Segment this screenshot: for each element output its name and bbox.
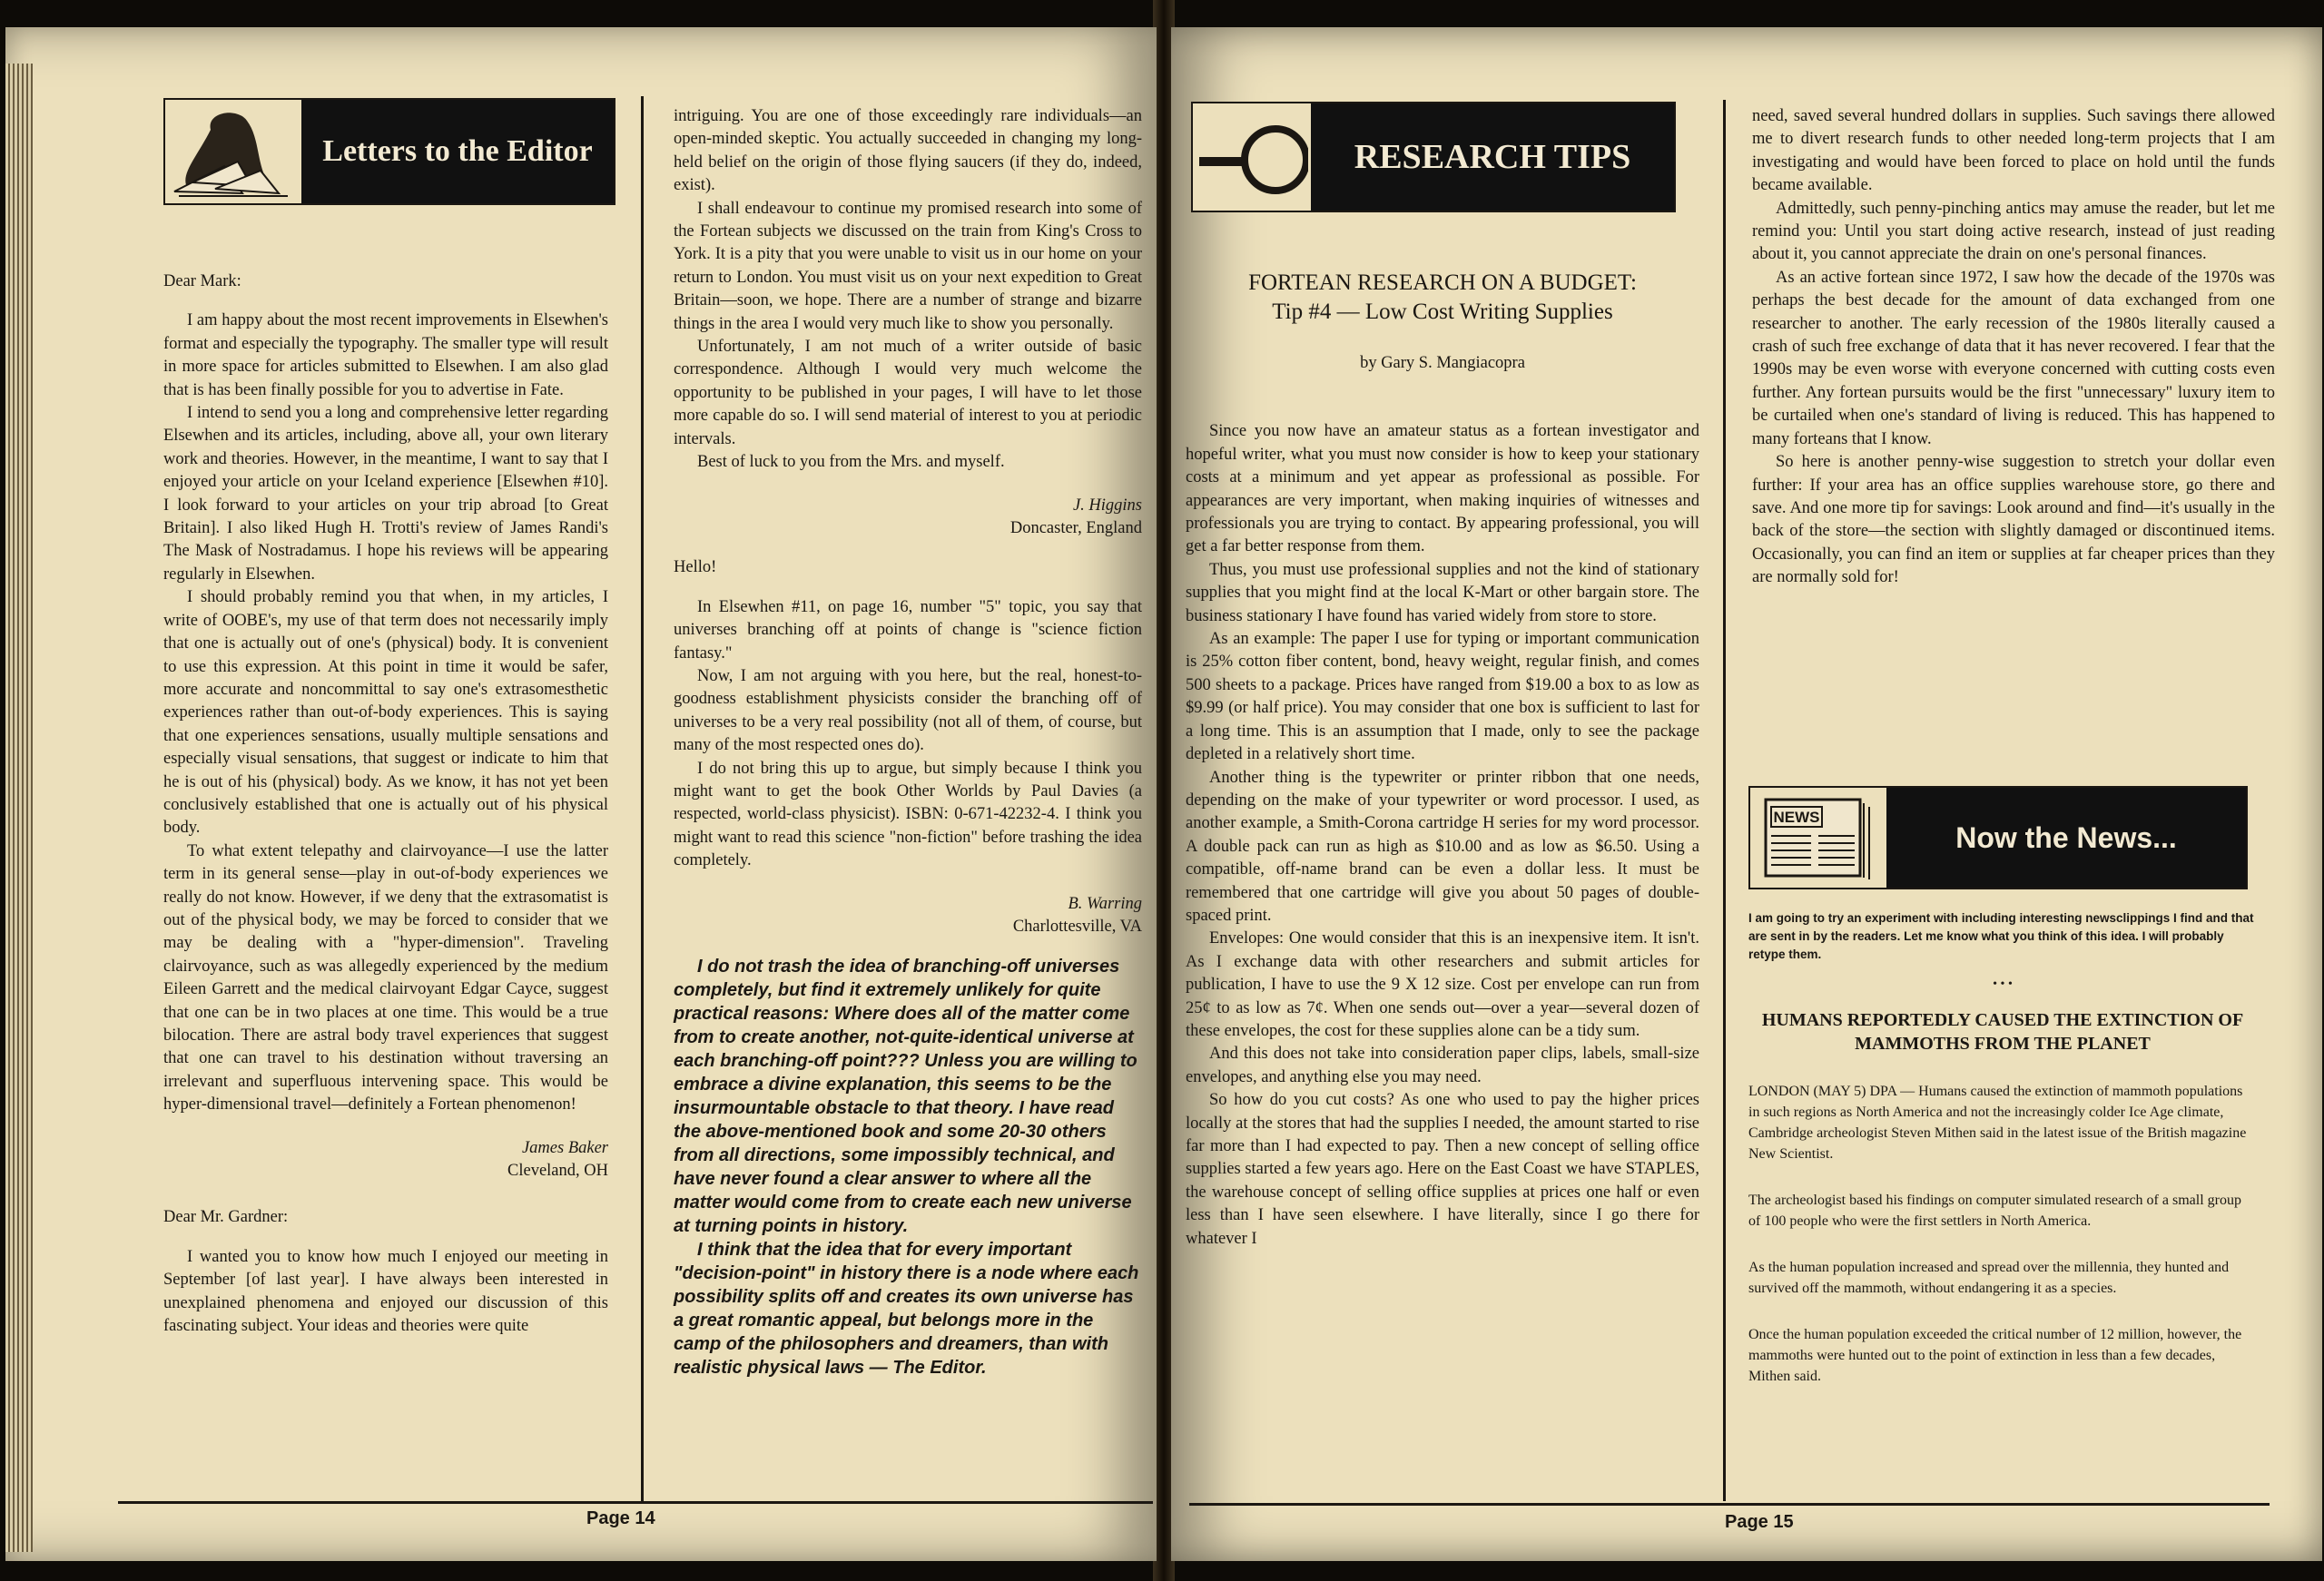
letter1-paragraph: I intend to send you a long and comprehensive letter regarding Elsewhen and its articles, including, above all, your own literary work and theories. However, in the meantime, I want to say that I enjoyed your article on your Iceland experience [Elsewhen #10]. I look forward to your articles on your trip abroad [to Great Britain]. I also liked Hugh H. Trotti's review of James Randi's The Mask of Nostradamus. I hope his reviews will be appearing regularly in Elsewhen. [163, 404, 608, 584]
article-paragraph: Envelopes: One would consider that this is an inexpensive item. It isn't. As I exchange data with other researchers and submit articles for publication, I have to use the 9 X 12 size. Cost per envelope can run from 25¢ to as low as 7¢. When one sends out—over a year—several dozen of these envelopes, the cost for these supplies alone can be a tidy sum. [1186, 929, 1699, 1040]
article-paragraph: And this does not take into consideration paper clips, labels, small-size envelopes, and anything else you may need. [1186, 1045, 1699, 1086]
news-intro: I am going to try an experiment with including interesting newsclippings I find and that are sent in by the readers. Let me know what you think of this idea. I will probably retype them. [1748, 911, 2254, 961]
letter3-salutation: Hello! [674, 558, 717, 577]
letter3-sig-place: Charlottesville, VA [1012, 918, 1142, 936]
letters-column-2 [674, 105, 1142, 1380]
article-column-1 [1186, 269, 1699, 1251]
news-paragraph: LONDON (MAY 5) DPA — Humans caused the extinction of mammoth populations in such regions as North America and not the increasingly colder Ice Age climate, Cambridge archeologist Steven Mithen said in the latest issue of the British magazine New Scientist. [1748, 1084, 2247, 1163]
article-paragraph-cont: need, saved several hundred dollars in supplies. Such savings there allowed me to divert research funds to other needed long-term projects that I am investigating and would have been forced to place on hold until the funds became available. [1752, 107, 2275, 195]
article-byline: by Gary S. Mangiacopra [1360, 354, 1525, 372]
letters-header [163, 98, 615, 205]
letter1-signature [163, 1137, 608, 1183]
news-paragraph: As the human population increased and spread over the millennia, they hunted and survived off the mammoth, without endangering it as a species. [1748, 1260, 2230, 1297]
article-title: FORTEAN RESEARCH ON A BUDGET: [1248, 270, 1637, 295]
editor-reply-paragraph: I think that the idea that for every important "decision-point" in history there is a node where each possibility splits off and creates its own universe has a great romantic appeal, but belongs more in the camp of the philosophers and dreamers, than with realistic physical laws — The Editor. [674, 1240, 1139, 1379]
news-logo-text: NEWS [1773, 809, 1820, 826]
letter2-paragraph: I shall endeavour to continue my promised research into some of the Fortean subjects we discussed on the train from King's Cross to York. It is a pity that you were unable to visit us in our home on your return to London. You must visit us on your next expedition to Great Britain—soon, we hope. There are a number of strange and bizarre things in the area I would very much like to show you personally. [674, 199, 1142, 333]
footer-rule [1189, 1503, 2270, 1506]
research-tips-title: RESEARCH TIPS [1311, 103, 1674, 211]
page-15 [1171, 27, 2322, 1561]
letter3-signature [674, 893, 1142, 939]
editor-reply [674, 955, 1142, 1380]
article-paragraph: Another thing is the typewriter or printer ribbon that one needs, depending on the make of your typewriter or word processor. I used, as another example, a Smith-Corona cartridge H series for my word processor. A double pack can run as high as $10.00 and as low as $6.50. Using a compatible, off-name brand can be even a dollar less. It must be remembered that one cartridge will give you about 50 pages of double-spaced print. [1186, 768, 1699, 925]
page-number: Page 14 [586, 1508, 655, 1528]
article-paragraph: As an active fortean since 1972, I saw how the decade of the 1970s was perhaps the best decade for the amount of data exchanged from one researcher to another. The early recession of the 1980s literally caused a crash of such free exchange of data that it has never recovered. I fear that the 1990s may be even worse with everyone concerned with cutting costs even further. Any fortean pursuits would be the first "unnecessary" luxury item to be curtailed when one's standard of living is reduced. This has happened to many forteans that I know. [1752, 268, 2275, 448]
article-column-2 [1752, 105, 2275, 590]
letter2-paragraph-cont: intriguing. You are one of those exceedingly rare individuals—an open-minded skeptic. You actually succeeded in changing my long-held belief on the origin of those flying saucers (if they do, indeed, exist). [674, 107, 1142, 195]
article-paragraph: So here is another penny-wise suggestion to stretch your dollar even further: If your area has an office supplies warehouse store, go there and save. And one more tip for savings: Look around and find—it's usually in the back of the store—the section with slightly damaged or discontinued items. Occasionally, you can find an item or supplies at far cheaper prices than they are normally sold for! [1752, 453, 2275, 587]
article-paragraph: Since you now have an amateur status as a fortean investigator and hopeful writer, what you must now consider is how to keep your stationary costs at a minimum and yet appear as professional as possible. For appearances are very important, when making inquiries of witnesses and professionals you are trying to contact. By appearing professional, you will get a far better response from them. [1186, 422, 1699, 556]
letter1-paragraph: To what extent telepathy and clairvoyance—I use the latter term in its general sense—play in out-of-body experiences we really do not know. However, if we deny that the extrasomatist is out of the physical body, we may be forced to consider that we may be dealing with a "hyper-dimension". Traveling clairvoyance, such as was allegedly experienced by the medium Eileen Garrett and the medical clairvoyant Edgar Cayce, suggest that one can be in two places at one time. This would be a true bilocation. There are astral body travel experiences that suggest that one can travel to his destination without traversing an irrelevant and superfluous intervening space. This would be hyper-dimensional travel—definitely a Fortean phenomenon! [163, 841, 608, 1115]
editor-reply-paragraph: I do not trash the idea of branching-off universes completely, but find it extremely unlikely for quite practical reasons: Where does all of the matter come from to create another, not-quite-identical universe at each branching-off point??? Unless you are willing to embrace a divine explanation, this seems to be the insurmountable obstacle to that theory. I have read the above-mentioned book and some 20-30 others from all directions, some impossibly technical, and have never found a clear answer to where all the matter would come from to create each new universe at turning points in history. [674, 957, 1137, 1237]
letter3-paragraph: Now, I am not arguing with you here, but the real, honest-to-goodness establishment physicists consider the branching off of universes to be a very real possibility (not all of them, of course, but many of the most respected ones do). [674, 666, 1142, 755]
letter2-salutation: Dear Mr. Gardner: [163, 1208, 289, 1227]
column-rule [1723, 100, 1726, 1501]
letter1-paragraph: I should probably remind you that when, in my articles, I write of OOBE's, my use of that term does not necessarily imply that one is actually out of one's (physical) body. It is convenient to use this expression. At this point in time it would be safer, more accurate and noncommittal to say one's extrasomesthetic experiences rather than out-of-body experiences. This is saying that one experiences sensations, usually multiple sensations and especially visual sensations, that suggest or indicate to him that he is out of his (physical) body. As we know, it has not yet been conclusively established that one is actually out of his physical body. [163, 588, 608, 838]
letter1-sig-name: James Baker [521, 1138, 608, 1157]
letter2-paragraph: Best of luck to you from the Mrs. and myself. [697, 453, 1005, 472]
letter2-sig-name: J. Higgins [1072, 496, 1142, 515]
page-number: Page 15 [1725, 1512, 1794, 1532]
news-header-title: Now the News... [1886, 788, 2246, 888]
article-paragraph: Thus, you must use professional supplies and not the kind of stationary supplies that you might find at the local K-Mart or other bargain store. The business stationary I have found has varied widely from store to store. [1186, 560, 1699, 625]
letter2-sig-place: Doncaster, England [1009, 518, 1142, 537]
news-column [1748, 909, 2257, 1412]
letter2-paragraph: I wanted you to know how much I enjoyed our meeting in September [of last year]. I have always been interested in unexplained phenomena and enjoyed our discussion of this fascinating subject. Your ideas and theories were quite [163, 1247, 608, 1336]
news-header [1748, 786, 2248, 889]
article-subtitle: Tip #4 — Low Cost Writing Supplies [1272, 300, 1613, 324]
letters-column-1 [163, 254, 608, 1338]
letter2-paragraph: Unfortunately, I am not much of a writer outside of basic correspondence. Although I would very much welcome the opportunity to be published in your pages, I will have to let those more capable do so. I will send material of interest to you at periodic intervals. [674, 338, 1142, 448]
news-separator: • • • [1993, 977, 2013, 991]
news-paragraph: Once the human population exceeded the critical number of 12 million, however, the mammoths were hunted out to the point of extinction in less than a few decades, Mithen said. [1748, 1327, 2242, 1385]
letter1-sig-place: Cleveland, OH [507, 1162, 608, 1181]
page-edges [5, 64, 33, 1552]
letter2-signature [674, 495, 1142, 541]
page-14 [5, 27, 1157, 1561]
news-headline: HUMANS REPORTEDLY CAUSED THE EXTINCTION OF MAMMOTHS FROM THE PLANET [1761, 1010, 2244, 1055]
letter1-paragraph: I am happy about the most recent improvements in Elsewhen's format and especially the typography. The smaller type will result in more space for articles submitted to Elsewhen. I am also glad that is has been finally possible for you to advertise in Fate. [163, 311, 608, 399]
article-paragraph: Admittedly, such penny-pinching antics may amuse the reader, but let me remind you: Until you start doing active research, instead of just reading about it, you cannot appreciate the drain on one's personal finances. [1752, 199, 2275, 264]
footer-rule [118, 1501, 1153, 1504]
column-rule [641, 96, 644, 1501]
research-tips-header [1191, 102, 1676, 212]
letter3-paragraph: I do not bring this up to argue, but simply because I think you might want to get the book Other Worlds by Paul Davies (a respected, world-class physicist). ISBN: 0-671-42232-4. I think you might want to read this science "non-fiction" before trashing the idea completely. [674, 759, 1142, 870]
magnifier-icon [1193, 103, 1311, 211]
news-paragraph: The archeologist based his findings on computer simulated research of a small group of 100 people who were the first settlers in North America. [1748, 1193, 2241, 1230]
letters-header-title: Letters to the Editor [301, 100, 614, 203]
article-paragraph: As an example: The paper I use for typing or important communication is 25% cotton fiber content, bond, heavy weight, regular finish, and comes 500 sheets to a package. Prices have ranged from $19.00 a box to as low as $9.99 (or half price). You may consider that one box is sufficient to last for a long time. This is an assumption that I made, only to see the package depleted in a relatively short time. [1186, 630, 1699, 764]
letter3-sig-name: B. Warring [1068, 894, 1142, 913]
mailbag-icon [165, 100, 301, 203]
newspaper-icon [1750, 788, 1886, 888]
article-paragraph: So how do you cut costs? As one who used to pay the higher prices locally at the stores that had the supplies I needed, the amount started to rise far more than I had expected to pay. Then a new concept of selling office supplies started a few years ago. Here on the East Coast we have STAPLES, the warehouse concept of selling office supplies at prices one half or even less than I have seen elsewhere. I have literally, since I go there for whatever I [1186, 1091, 1699, 1248]
letter1-salutation: Dear Mark: [163, 272, 241, 290]
letter3-paragraph: In Elsewhen #11, on page 16, number "5" topic, you say that universes branching off at points of change is "science fiction fantasy." [674, 597, 1142, 663]
